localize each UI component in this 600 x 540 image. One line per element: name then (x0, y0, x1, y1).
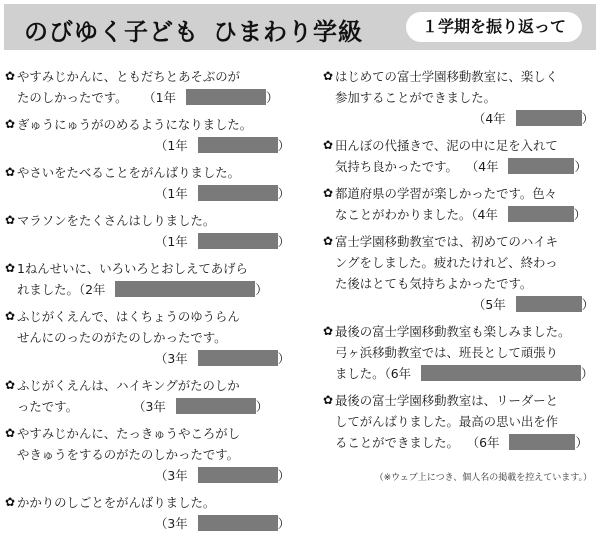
class-name: ひまわり学級 (213, 18, 363, 46)
entry-text-line: 田んぼの代掻きで、泥の中に足を入れて (335, 138, 558, 153)
redacted-name (198, 233, 278, 249)
list-item (4, 306, 290, 369)
entry-text-line: ふじがくえんで、はくちょうのゆうらん (17, 309, 240, 324)
entry-text-line: ました。 (335, 366, 385, 381)
list-item (4, 492, 290, 534)
entry-text-line: ふじがくえんは、ハイキングがたのしか (17, 378, 240, 393)
flower-icon: ✿ (322, 186, 334, 200)
entry-text-line: マラソンをたくさんはしりました。 (17, 213, 216, 228)
flower-icon: ✿ (4, 378, 16, 392)
entry-text-line: せんにのったのがたのしかったです。 (17, 330, 227, 345)
grade-label: （1年 (154, 234, 188, 249)
school-name: のびゆく子ども (24, 18, 199, 46)
grade-close: ） (573, 207, 587, 222)
grade-label: （1年 (154, 186, 188, 201)
entry-text-line: やきゅうをするのがたのしかったです。 (17, 447, 240, 462)
entry-text-line: 1ねんせいに、いろいろとおしえてあげら (17, 261, 248, 276)
list-item (4, 423, 290, 486)
grade-close: ） (581, 366, 594, 381)
grade-close: ） (277, 468, 290, 483)
redacted-name (198, 137, 278, 153)
redacted-name (198, 515, 278, 531)
grade-close: ） (265, 90, 279, 105)
grade-close: ） (277, 516, 290, 531)
grade-label: （4年 (472, 111, 506, 126)
grade-label: （6年 (384, 366, 412, 381)
entry-text-line: れました。 (17, 282, 79, 297)
list-item (4, 114, 290, 156)
grade-label: （1年 (154, 138, 188, 153)
grade-close: ） (255, 399, 269, 414)
grade-label: （3年 (133, 399, 166, 414)
redacted-name (516, 296, 582, 312)
entry-text-line: たのしかったです。 (17, 90, 128, 105)
entry-text-line: 富士学園移動教室では、初めてのハイキ (335, 234, 559, 249)
term-badge: １学期を振り返って (406, 12, 582, 42)
list-item (322, 321, 594, 384)
grade-close: ） (575, 435, 588, 450)
flower-icon: ✿ (322, 69, 334, 83)
redacted-name (186, 89, 266, 105)
entry-text-line: 最後の富士学園移動教室は、リーダーと (335, 393, 559, 408)
entry-text-line: ングをしました。疲れたけれど、終わっ (335, 255, 558, 270)
list-item (322, 135, 594, 177)
entry-text-line: 最後の富士学園移動教室も楽しみました。 (335, 324, 571, 339)
grade-close: ） (581, 111, 594, 126)
flower-icon: ✿ (4, 261, 16, 275)
redacted-name (508, 158, 574, 174)
grade-label: （6年 (466, 435, 500, 450)
grade-close: ） (277, 351, 290, 366)
grade-close: ） (581, 297, 594, 312)
entry-text-line: ったです。 (17, 399, 78, 414)
redacted-name (516, 110, 582, 126)
flower-icon: ✿ (322, 138, 334, 152)
grade-close: ） (574, 159, 587, 174)
redacted-name (508, 206, 574, 222)
flower-icon: ✿ (322, 234, 334, 248)
entry-text-line: やすみじかんに、たっきゅうやころがし (17, 426, 241, 441)
page-header (4, 4, 596, 50)
grade-label: （3年 (154, 468, 188, 483)
flower-icon: ✿ (4, 117, 16, 131)
list-item (4, 66, 290, 108)
redacted-name (176, 398, 256, 414)
list-item (322, 183, 594, 225)
list-item (322, 66, 594, 129)
grade-close: ） (277, 234, 290, 249)
grade-label: （4年 (465, 159, 499, 174)
redacted-name (115, 281, 255, 297)
entry-text-line: やすみじかんに、ともだちとあそぶのが (17, 69, 241, 84)
left-column (4, 66, 290, 540)
grade-label: （5年 (472, 297, 506, 312)
grade-label: （2年 (78, 282, 106, 297)
redacted-name (198, 467, 278, 483)
redacted-name (421, 365, 581, 381)
flower-icon: ✿ (4, 213, 16, 227)
grade-close: ） (277, 138, 290, 153)
list-item (4, 375, 290, 417)
flower-icon: ✿ (4, 309, 16, 323)
list-item (4, 210, 290, 252)
flower-icon: ✿ (4, 165, 16, 179)
entry-text-line: やさいをたべることをがんばりました。 (17, 165, 241, 180)
list-item (4, 162, 290, 204)
entry-text-line: ぎゅうにゅうがのめるようになりました。 (17, 117, 253, 132)
flower-icon: ✿ (4, 69, 16, 83)
list-item (4, 258, 290, 300)
entry-text-line: ることができました。 (335, 435, 459, 450)
entry-text-line: なことがわかりました。 (335, 207, 472, 222)
flower-icon: ✿ (322, 393, 334, 407)
list-item (322, 390, 594, 453)
page-title (24, 12, 363, 47)
grade-label: （3年 (154, 351, 188, 366)
redacted-name (198, 350, 278, 366)
flower-icon: ✿ (4, 426, 16, 440)
redacted-name (509, 434, 575, 450)
grade-close: ） (277, 186, 290, 201)
redacted-name (198, 185, 278, 201)
grade-label: （1年 (143, 90, 176, 105)
right-column (322, 66, 594, 459)
entry-text-line: してがんばりました。最高の思い出を作 (335, 414, 559, 429)
entry-text-line: 都道府県の学習が楽しかったです。色々 (335, 186, 558, 201)
entry-text-line: た後はとても気持ちよかったです。 (335, 276, 533, 291)
entry-text-line: かかりのしごとをがんばりました。 (17, 495, 216, 510)
entry-text-line: 参加することができました。 (335, 90, 497, 105)
flower-icon: ✿ (4, 495, 16, 509)
grade-label: （4年 (471, 207, 498, 222)
grade-label: （3年 (154, 516, 188, 531)
privacy-note: （※ウェブ上につき、個人名の掲載を控えています。） (374, 473, 592, 483)
entry-text-line: はじめての富士学園移動教室に、楽しく (335, 69, 559, 84)
list-item (322, 231, 594, 315)
grade-close: ） (255, 282, 268, 297)
flower-icon: ✿ (322, 324, 334, 338)
entry-text-line: 気持ち良かったです。 (335, 159, 458, 174)
entry-text-line: 弓ヶ浜移動教室では、班長として頑張り (335, 345, 559, 360)
